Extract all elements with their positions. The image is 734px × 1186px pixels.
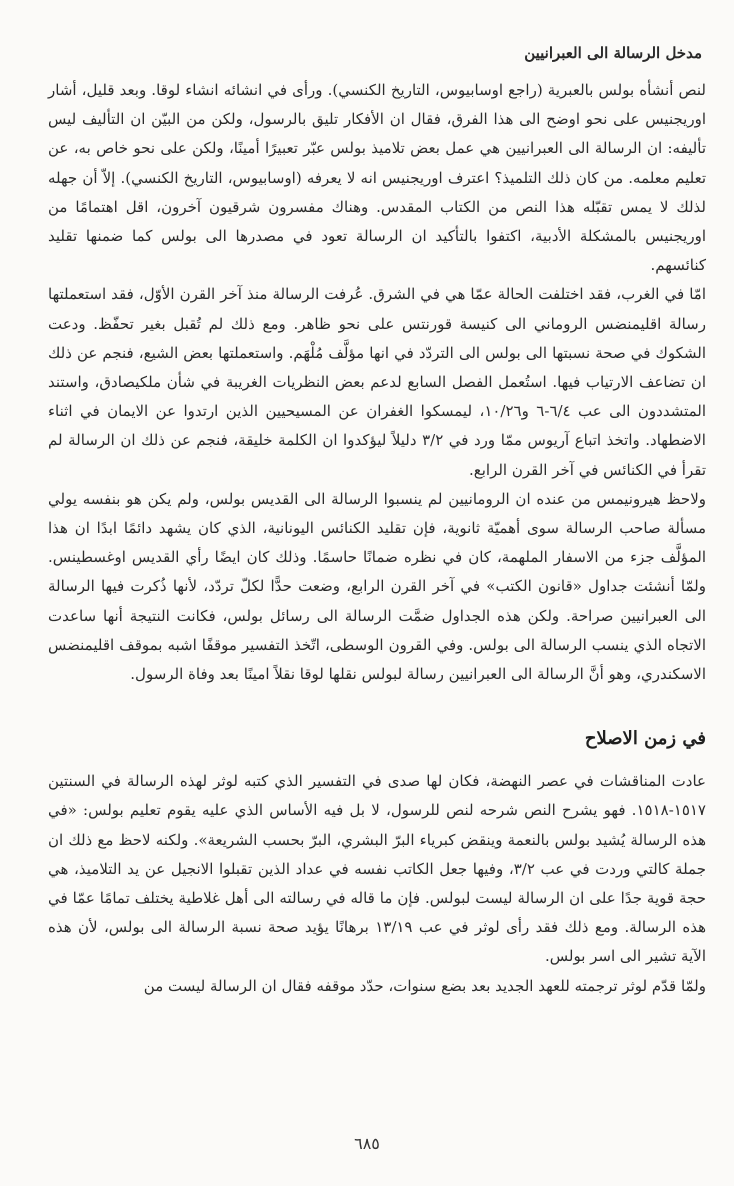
paragraph: ولاحظ هيرونيمس من عنده ان الرومانيين لم ينسبوا الرسالة الى القديس بولس، ولم يكن هو بنفسه يولي مسألة صاحب الرسالة سوى أهميّة ثانوية، فإن تقليد الكنائس اليونانية، الذي كان يشهد دائمًا ابدًا ان هذا المؤلَّف جزء من الاسفار الملهمة، كان في نظره ضمانًا حاسمًا. وذلك كان ايضًا رأي القديس اوغسطينس. ولمّا أنشئت جداول «قانون الكتب» في آخر القرن الرابع، وضعت حدًّا لكلّ تردّد، لأنها ذُكرت فيها الرسالة الى العبرانيين صراحة. ولكن هذه الجداول ضمَّت الرسالة الى رسائل بولس، فكانت النتيجة أنها ساعدت الاتجاه الذي ينسب الرسالة الى بولس. وفي القرون الوسطى، اتّخذ التفسير موقفًا اشبه بموقف اقليمنضس الاسكندري، وهو أنَّ الرسالة الى العبرانيين رسالة لبولس نقلها لوقا نقلاً امينًا بعد وفاة الرسول. [48, 489, 706, 684]
page-body [48, 76, 706, 1001]
paragraph: عادت المناقشات في عصر النهضة، فكان لها صدى في التفسير الذي كتبه لوثر لهذه الرسالة في السنتين ١٥١٧-١٥١٨. فهو يشرح النص شرحه لنص للرسول، لا بل فيه الأساس الذي عليه يقوم تعليم بولس: «في هذه الرسالة يُشيد بولس بالنعمة وينقض كبرياء البرّ البشري، البرّ بحسب الشريعة». ولكنه لاحظ مع ذلك ان جملة كالتي وردت في عب ٣/٢، وفيها جعل الكاتب نفسه في عداد الذين تقبلوا الانجيل عن يد التلاميذ، هي حجة قوية جدًا على ان الرسالة ليست لبولس. فإن ما قاله في رسالته الى أهل غلاطية يختلف تمامًا عمّا في هذه الرسالة. ومع ذلك فقد رأى لوثر في عب ١٣/١٩ برهانًا يؤيد صحة نسبة الرسالة الى بولس، لأن هذه الآية تشير الى اسر بولس. [48, 772, 706, 966]
paragraph: ولمّا قدّم لوثر ترجمته للعهد الجديد بعد بضع سنوات، حدّد موقفه فقال ان الرسالة ليست من [143, 976, 706, 995]
paragraph: امّا في الغرب، فقد اختلفت الحالة عمّا هي في الشرق. عُرفت الرسالة منذ آخر القرن الأوّل، فقد استعملتها رسالة اقليمنضس الروماني الى كنيسة قورنتس على نحو ظاهر. ومع ذلك لم تُقبل بغير تحفّظ. ودعت الشكوك في صحة نسبتها الى بولس الى التردّد في انها مؤلَّف مُلْهَم. واستعملتها بعض الشيع، فنجم عن ذلك ان تضاعف الارتياب فيها. استُعمل الفصل السابع لدعم بعض النظريات الغريبة في شأن ملكيصادق، واستند المتشددون الى عب ٦/٤-٦ و١٠/٢٦، ليمسكوا الغفران عن المسيحيين الذين ارتدوا عن الايمان في اثناء الاضطهاد. واتخذ اتباع آريوس ممّا ورد في ٣/٢ دليلاً ليؤكدوا ان الكلمة خليقة، فنجم عن ذلك ان الرسالة لم تقرأ في الكنائس في آخر القرن الرابع. [48, 285, 707, 479]
page-number: ٦٨٥ [354, 1134, 380, 1153]
section-heading: في زمن الاصلاح [584, 728, 706, 750]
paragraph: لنص أنشأه بولس بالعبرية (راجع اوسابيوس، التاريخ الكنسي). ورأى في انشائه انشاء لوقا. وبعد قليل، أشار اوريجنيس على نحو اوضح الى هذا الفرق، فقال ان الأفكار تليق بالرسول، ولكن من البيّن ان التأليف ليس تأليفه: ان الرسالة الى العبرانيين هي عمل بعض تلاميذ بولس عبّر تعبيرًا أمينًا، ولكن على نحو خاص به، عن تعليم معلمه. من كان ذلك التلميذ؟ اعترف اوريجنيس انه لا يعرفه (اوسابيوس، التاريخ الكنسي). إلاّ أن جهله لذلك لا يمس تقبّله هذا النص من الكتاب المقدس. وهناك مفسرون شرقيون آخرون، اقل اهتمامًا من اوريجنيس بالمشكلة الأدبية، اكتفوا بالتأكيد ان الرسالة تعود في مصدرها الى بولس كما ضمنها تقليد كنائسهم. [48, 81, 706, 275]
running-header-title: مدخل الرسالة الى العبرانيين [524, 44, 702, 62]
